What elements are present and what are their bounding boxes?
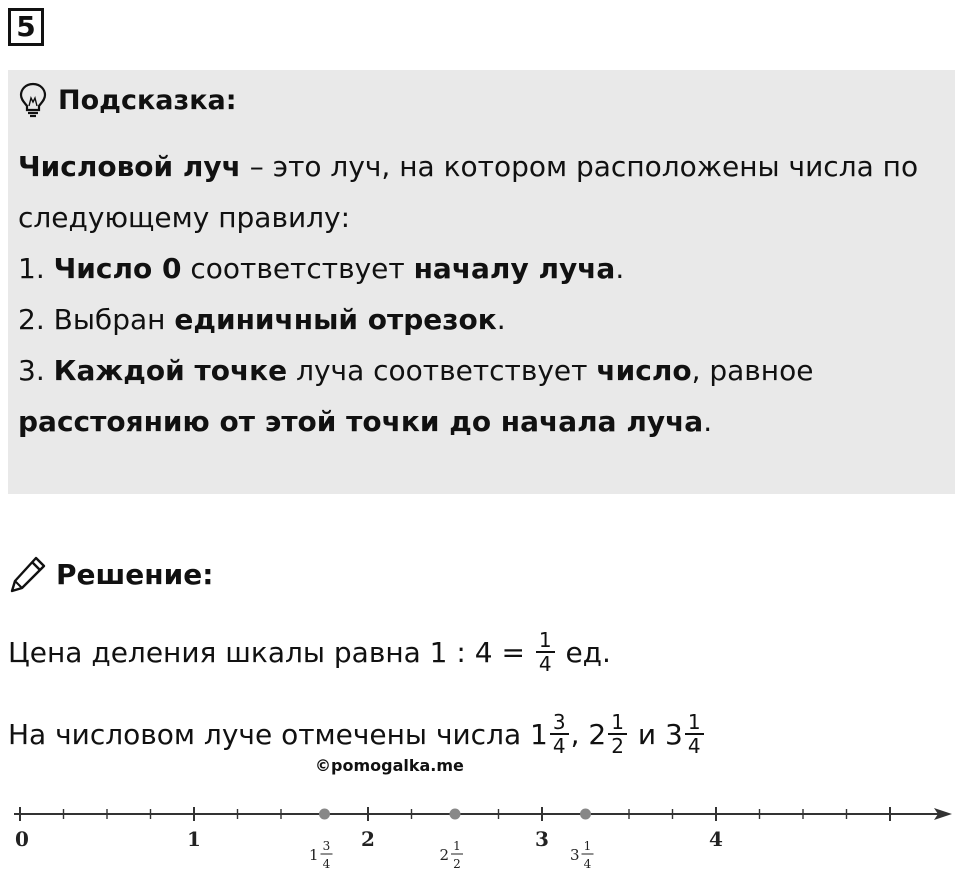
number-line: [0, 790, 960, 878]
marked-text: На числовом луче отмечены числа: [8, 717, 531, 751]
hint-line-5: [18, 354, 813, 388]
text-segment: .: [615, 252, 625, 285]
fraction-numerator: 1: [536, 629, 555, 653]
marked-point: [319, 809, 330, 820]
point-label-numerator: 1: [583, 839, 592, 853]
text-segment: 1.: [18, 252, 54, 285]
bold-text: расстоянию от этой точки до начала луча: [18, 405, 704, 438]
hint-line-4: [18, 303, 506, 337]
hint-title: [18, 80, 237, 120]
bold-text: Числовой луч: [18, 150, 241, 183]
point-label-denominator: 4: [322, 857, 331, 871]
tick-label: 1: [187, 827, 201, 851]
hint-line-3: [18, 252, 624, 286]
point-label-whole: 3: [569, 846, 580, 864]
marked-point: [450, 809, 461, 820]
fraction-numerator: 1: [608, 711, 627, 735]
text-segment: .: [703, 405, 713, 438]
fraction-denominator: 4: [552, 734, 566, 758]
point-label-denominator: 2: [453, 857, 461, 871]
text-segment: 2. Выбран: [18, 303, 175, 336]
text-segment: следующему правилу:: [18, 201, 351, 234]
text-segment: 3.: [18, 354, 54, 387]
mixed-number-3-fraction: [685, 711, 704, 757]
fraction: [536, 629, 555, 675]
hint-line-1: [18, 150, 918, 184]
mixed-number-2-whole: 2: [588, 717, 607, 751]
mixed-number-2-fraction: [608, 711, 627, 757]
mixed-number-1-whole: 1: [530, 717, 548, 751]
separator: и: [628, 717, 665, 751]
hint-line-2: [18, 201, 350, 235]
text-segment: – это луч, на котором расположены числа по: [240, 150, 919, 183]
watermark: ©pomogalka.me: [315, 756, 464, 775]
text-segment: , равное: [691, 354, 814, 387]
fraction-denominator: 2: [611, 734, 624, 758]
hint-line-6: [18, 405, 712, 439]
pencil-icon: [8, 554, 48, 594]
fraction-numerator: 3: [550, 711, 569, 735]
bold-text: началу луча: [413, 252, 616, 285]
text-segment: соответствует: [181, 252, 414, 285]
point-label-denominator: 4: [583, 857, 592, 871]
scale-text: Цена деления шкалы равна 1 : 4 =: [8, 635, 534, 669]
marked-point: [580, 809, 591, 820]
bold-text: число: [596, 354, 692, 387]
mixed-number-3-whole: 3: [664, 717, 683, 751]
separator: ,: [570, 717, 589, 751]
lightbulb-icon: [18, 82, 48, 118]
hint-title-text: Подсказка:: [58, 84, 237, 116]
text-segment: луча соответствует: [287, 354, 597, 387]
fraction-denominator: 4: [687, 734, 701, 758]
point-label-numerator: 3: [322, 839, 331, 853]
tick-label: 2: [361, 827, 375, 851]
text-segment: .: [496, 303, 506, 336]
bold-text: единичный отрезок: [174, 303, 497, 336]
tick-label: 3: [535, 827, 549, 851]
solution-title: [8, 552, 213, 596]
bold-text: Число 0: [53, 252, 182, 285]
tick-label: 4: [709, 827, 723, 851]
task-number: 5: [8, 8, 44, 46]
point-label-whole: 1: [308, 846, 319, 864]
tick-label: 0: [15, 827, 29, 851]
mixed-number-1-fraction: [550, 711, 569, 757]
point-label-whole: 2: [439, 846, 449, 864]
point-label-numerator: 1: [453, 839, 461, 853]
bold-text: Каждой точке: [53, 354, 288, 387]
fraction-denominator: 4: [538, 652, 552, 676]
unit-text: ед.: [556, 635, 611, 669]
fraction-numerator: 1: [685, 711, 704, 735]
solution-line-1: [8, 622, 611, 682]
solution-title-text: Решение:: [56, 557, 214, 591]
